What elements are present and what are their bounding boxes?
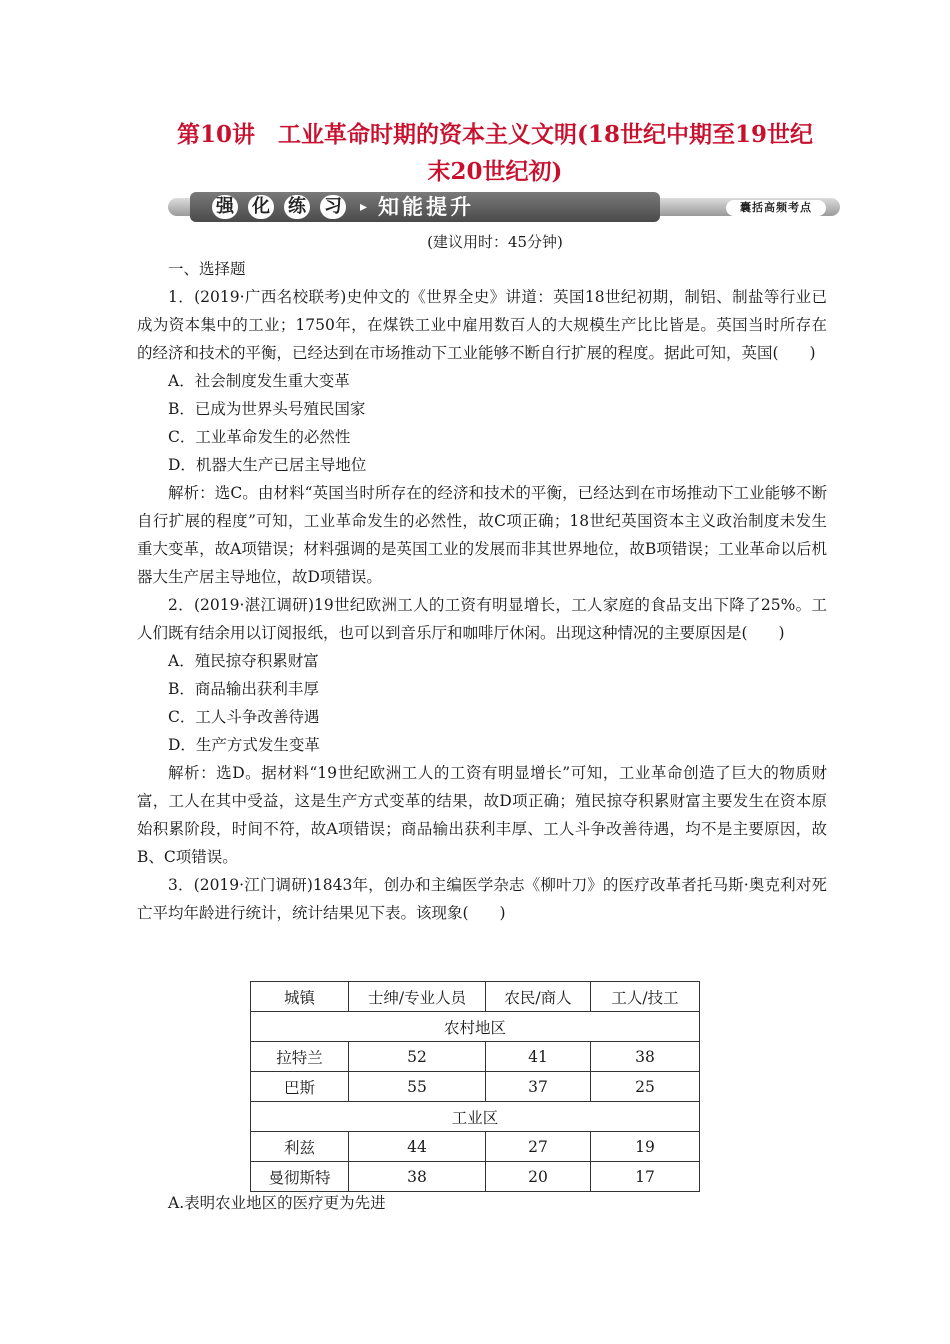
q3-option-a: A.表明农业地区的医疗更为先进 bbox=[168, 1194, 386, 1212]
q3-stem: 3．(2019·江门调研)1843年，创办和主编医学杂志《柳叶刀》的医疗改革者托马斯·奥克利对死亡平均年龄进行统计，统计结果见下表。该现象( ) bbox=[137, 876, 827, 922]
q2-option-a: A．殖民掠夺积累财富 bbox=[168, 652, 319, 670]
q1-option-c: C．工业革命发生的必然性 bbox=[168, 428, 351, 446]
banner-chip-2: 化 bbox=[248, 195, 274, 219]
table-cell: 27 bbox=[486, 1132, 591, 1162]
q2-analysis: 解析：选D。据材料“19世纪欧洲工人的工资有明显增长”可知，工业革命创造了巨大的物质财富，工人在其中受益，这是生产方式变革的结果，故D项正确；殖民掠夺积累财富主要发生在资本原始积累阶段，时间不符，故A项错误；商品输出获利丰厚、工人斗争改善待遇，均不是主要原因，故B、C项错误。 bbox=[137, 764, 827, 866]
table-cell: 利兹 bbox=[251, 1132, 349, 1162]
table-header-cell: 工人/技工 bbox=[591, 982, 700, 1012]
table-cell: 38 bbox=[349, 1162, 486, 1192]
table-cell: 38 bbox=[591, 1042, 700, 1072]
table-cell: 52 bbox=[349, 1042, 486, 1072]
banner-chip-3: 练 bbox=[284, 195, 310, 219]
section-heading: 一、选择题 bbox=[168, 260, 246, 278]
table-section-row bbox=[251, 1012, 700, 1042]
table-section-label: 农村地区 bbox=[251, 1012, 700, 1042]
suggested-time: (建议用时：45分钟) bbox=[427, 233, 563, 251]
table-cell: 25 bbox=[591, 1072, 700, 1102]
triangle-arrow-icon: ▸ bbox=[360, 199, 368, 215]
banner-dark-panel bbox=[190, 192, 660, 222]
table-cell: 20 bbox=[486, 1162, 591, 1192]
q2-option-c: C．工人斗争改善待遇 bbox=[168, 708, 320, 726]
title-line-2: 末20世纪初) bbox=[427, 158, 563, 185]
table-header-cell: 城镇 bbox=[251, 982, 349, 1012]
q2-option-d: D．生产方式发生变革 bbox=[168, 736, 320, 754]
section-banner bbox=[168, 192, 840, 224]
q1-option-a: A．社会制度发生重大变革 bbox=[168, 372, 350, 390]
q1-analysis: 解析：选C。由材料“英国当时所存在的经济和技术的平衡，已经达到在市场推动下工业能够不断自行扩展的程度”可知，工业革命发生的必然性，故C项正确；18世纪英国资本主义政治制度未发生重大变革，故A项错误；材料强调的是英国工业的发展而非其世界地位，故B项错误；工业革命以后机器大生产居主导地位，故D项错误。 bbox=[137, 484, 827, 586]
banner-chip-1: 强 bbox=[212, 195, 238, 219]
q1-option-d: D．机器大生产已居主导地位 bbox=[168, 456, 367, 474]
table-row bbox=[251, 1042, 700, 1072]
q1-option-b: B．已成为世界头号殖民国家 bbox=[168, 400, 366, 418]
table-header-cell: 士绅/专业人员 bbox=[349, 982, 486, 1012]
table-cell: 拉特兰 bbox=[251, 1042, 349, 1072]
table-cell: 17 bbox=[591, 1162, 700, 1192]
table-cell: 19 bbox=[591, 1132, 700, 1162]
question-body bbox=[137, 255, 827, 927]
banner-chip-4: 习 bbox=[320, 195, 346, 219]
table-row bbox=[251, 1162, 700, 1192]
table-cell: 37 bbox=[486, 1072, 591, 1102]
title-line-1: 第10讲 工业革命时期的资本主义文明(18世纪中期至19世纪 bbox=[177, 121, 813, 148]
table-cell: 44 bbox=[349, 1132, 486, 1162]
q2-stem: 2．(2019·湛江调研)19世纪欧洲工人的工资有明显增长，工人家庭的食品支出下降了25%。工人们既有结余用以订阅报纸，也可以到音乐厅和咖啡厅休闲。出现这种情况的主要原因是( ) bbox=[137, 596, 827, 642]
banner-tag: 囊括高频考点 bbox=[726, 200, 826, 216]
lesson-title bbox=[150, 116, 840, 190]
q1-stem: 1．(2019·广西名校联考)史仲文的《世界全史》讲道：英国18世纪初期，制铝、制盐等行业已成为资本集中的工业；1750年，在煤铁工业中雇用数百人的大规模生产比比皆是。英国当时所存在的经济和技术的平衡，已经达到在市场推动下工业能够不断自行扩展的程度。据此可知，英国( ) bbox=[137, 288, 827, 362]
table-cell: 55 bbox=[349, 1072, 486, 1102]
table-section-label: 工业区 bbox=[251, 1102, 700, 1132]
table-cell: 曼彻斯特 bbox=[251, 1162, 349, 1192]
mortality-table bbox=[250, 981, 700, 1192]
table-cell: 巴斯 bbox=[251, 1072, 349, 1102]
table-header-row bbox=[251, 982, 700, 1012]
table-row bbox=[251, 1132, 700, 1162]
banner-right-text: 知能提升 bbox=[378, 194, 474, 219]
table-section-row bbox=[251, 1102, 700, 1132]
table-row bbox=[251, 1072, 700, 1102]
table-header-cell: 农民/商人 bbox=[486, 982, 591, 1012]
q2-option-b: B．商品输出获利丰厚 bbox=[168, 680, 319, 698]
table-cell: 41 bbox=[486, 1042, 591, 1072]
